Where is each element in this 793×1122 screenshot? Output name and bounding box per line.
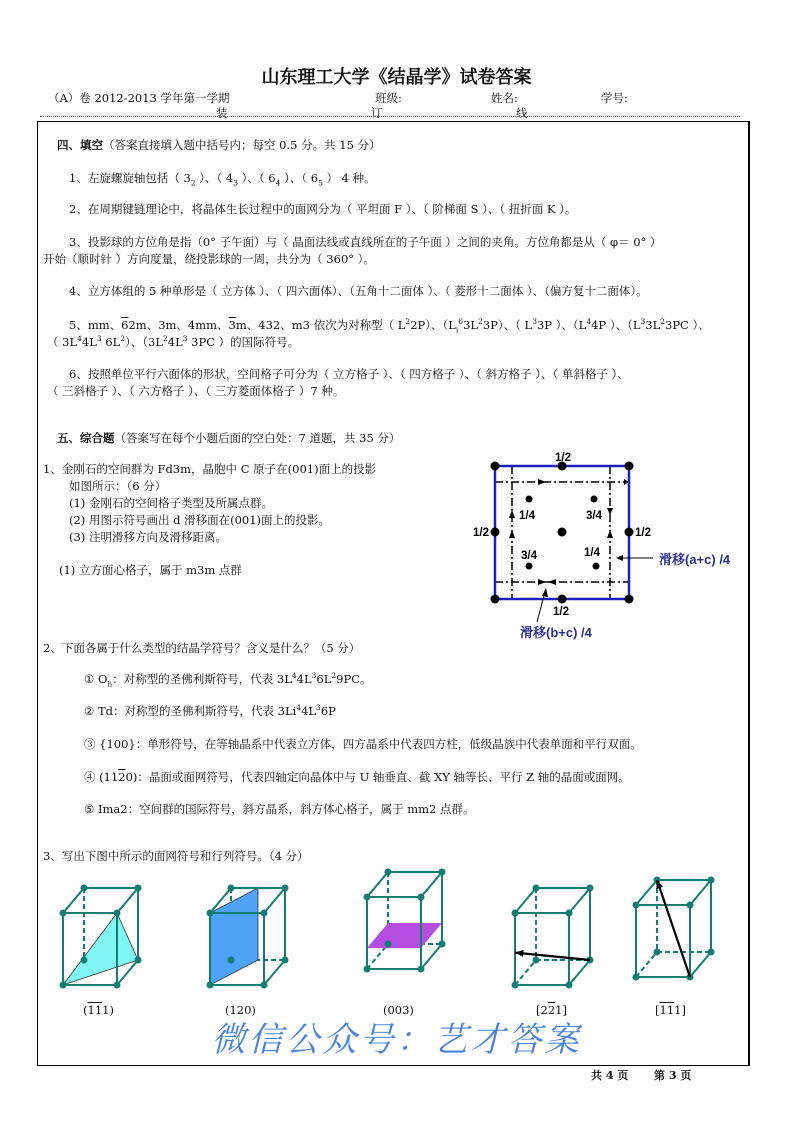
s5-q1-answer: (1) 立方面心格子，属于 m3m 点群 <box>59 563 242 577</box>
text-segment: 3 <box>182 334 188 344</box>
lattice-node <box>135 885 142 892</box>
binding-mark: 订 <box>371 106 383 120</box>
student-id-label: 学号: <box>601 91 628 105</box>
s5-q1-line: 1、金刚石的空间群为 Fd3m，晶胞中 C 原子在(001)面上的投影 <box>43 462 377 476</box>
cube-label <box>383 1003 414 1018</box>
glide-arrows <box>509 479 629 585</box>
cube-edge <box>63 888 84 913</box>
text-segment: 1、左旋螺旋轴包括（ 3 <box>69 171 191 185</box>
text-segment: 2 <box>660 317 665 327</box>
text-segment: （ 三斜格子 ）、（ 六方格子 ）、（ 三方菱面体格子 ）7 种。 <box>47 384 345 398</box>
label-1-4: 1/4 <box>584 547 600 559</box>
s5-q1-line: (2) 用图示符号画出 d 滑移面在(001)面上的投影。 <box>69 513 331 527</box>
text-segment: 4P ）、（L <box>591 318 641 332</box>
text-segment: 4 <box>77 334 82 344</box>
text-segment: ③ {100}：单形符号，在等轴晶系中代表立方体，四方晶系中代表四方柱，低级晶族中代表单面和平行双面。 <box>84 737 642 751</box>
text-segment: 3P ）、（L <box>536 318 587 332</box>
text-segment: [ <box>655 1003 660 1017</box>
lattice-node <box>261 910 268 917</box>
cube-edge <box>264 960 285 985</box>
text-segment: 3 <box>316 703 321 713</box>
lattice-node <box>512 982 519 989</box>
cube-4 <box>512 885 594 989</box>
text-segment: 2 <box>405 317 411 327</box>
lattice-node <box>654 949 661 956</box>
lattice-node <box>60 910 67 917</box>
text-segment: 4 <box>586 317 592 327</box>
section5-heading: 五、综合题 <box>57 431 115 445</box>
cube-label <box>536 1003 567 1018</box>
s5-q2-item <box>84 802 475 817</box>
direction-vector <box>515 953 590 960</box>
lattice-node <box>533 885 540 892</box>
section5-note: （答案写在每个小题后面的空白处：7 道题，共 35 分） <box>114 431 401 445</box>
cube-edge <box>421 944 442 969</box>
text-segment: 0)：晶面或面网符号，代表四轴定向晶体中与 U 轴垂直、截 XY 轴等长、平行 Z 轴的晶面或面网。 <box>125 770 630 784</box>
cube-label <box>225 1003 256 1018</box>
lattice-node <box>587 885 594 892</box>
page-total: 共 4 页 <box>591 1069 629 1082</box>
text-segment: 4 <box>296 703 302 713</box>
text-segment: 6L <box>316 672 332 686</box>
text-segment: 3 <box>311 671 317 681</box>
lattice-node <box>708 877 715 884</box>
lattice-plane <box>210 888 258 985</box>
lattice-node <box>60 982 67 989</box>
lattice-node <box>114 982 121 989</box>
s5-q3-heading: 3、写出下图中所示的面网符号和行列符号。（4 分） <box>43 849 309 863</box>
text-segment: 4L <box>301 704 317 718</box>
hidden-edge <box>515 960 536 985</box>
lattice-node <box>633 974 640 981</box>
text-segment: 6 <box>121 318 129 332</box>
lattice-node <box>228 957 235 964</box>
text-segment: (120) <box>225 1003 256 1017</box>
class-label: 班级: <box>375 91 402 105</box>
lattice-node <box>364 966 371 973</box>
text-segment: 6、按照单位平行六面体的形状，空间格子可分为（ 立方格子 ）、（ 四方格子 ）、（ 斜方格子 ）、（ 单斜格子 ）、 <box>69 367 629 381</box>
text-segment: ）、（ 4 <box>195 171 234 185</box>
text-segment: 2 <box>478 317 483 327</box>
label-bottom: 1/2 <box>553 606 569 618</box>
s5-q2-item <box>84 770 630 785</box>
cube-edge <box>636 880 657 905</box>
text-segment: 5、mm、 <box>69 318 122 332</box>
text-segment: 1] <box>555 1003 567 1017</box>
lattice-node <box>81 957 88 964</box>
page-title: 山东理工大学《结晶学》试卷答案 <box>261 67 532 88</box>
text-segment: 3 <box>640 317 646 327</box>
text-segment: 1 <box>87 1003 95 1017</box>
s5-q2-item <box>84 737 642 752</box>
text-segment: 3PC ）的国际符号。 <box>187 335 300 349</box>
name-label: 姓名: <box>491 91 518 105</box>
lattice-node <box>282 885 289 892</box>
watermark: 微信公众号：艺才答案 <box>211 1020 582 1060</box>
cube-edge <box>690 880 711 905</box>
text-segment: 3L <box>645 318 661 332</box>
cube-label <box>655 1003 686 1018</box>
text-segment: 2 <box>190 178 196 188</box>
text-segment: 6 <box>458 317 464 327</box>
cube-edge <box>515 888 536 913</box>
lattice-node <box>708 949 715 956</box>
text-segment: 9PC。 <box>336 672 372 686</box>
text-segment: 1 <box>94 1003 103 1017</box>
glide-ac-label: 滑移(a+c) /4 <box>659 552 731 567</box>
text-segment: 4L <box>296 672 312 686</box>
cube-5 <box>633 877 715 981</box>
text-segment: ） 4 种。 <box>322 171 376 185</box>
text-segment: 5 <box>318 178 323 188</box>
lattice-node <box>228 885 235 892</box>
label-top: 1/2 <box>555 452 571 464</box>
text-segment: ：对称型的圣佛利斯符号，代表 3L <box>112 672 292 686</box>
text-segment: 3 <box>228 318 236 332</box>
lattice-node <box>385 869 392 876</box>
text-segment: ）、（ 6 <box>280 171 319 185</box>
lattice-node <box>135 957 142 964</box>
text-segment: 2P）、（L <box>410 318 456 332</box>
text-segment: 6P <box>320 704 336 718</box>
lattice-node <box>207 982 214 989</box>
text-segment: 2m、3m、4mm、 <box>128 318 229 332</box>
s5-q1-line: (3) 注明滑移方向及滑移距离。 <box>69 530 227 544</box>
cube-edge <box>569 960 590 985</box>
text-segment: 4 <box>291 671 297 681</box>
text-segment: 4、立方体组的 5 种单形是（ 立方体 ）、（ 四六面体）、（五角十二面体 ）、（ 菱形十二面体 ）、（偏方复十二面体）。 <box>69 284 648 298</box>
s5-q2-item <box>84 672 372 687</box>
cube-2 <box>207 885 289 989</box>
text-segment: 4 <box>275 178 281 188</box>
text-segment: 2 <box>162 334 168 344</box>
cube-edge <box>117 888 138 913</box>
lattice-node <box>439 869 446 876</box>
text-segment: 2 <box>120 334 126 344</box>
text-segment: ⑤ Ima2：空间群的国际符号，斜方晶系，斜方体心格子，属于 mm2 点群。 <box>84 802 475 816</box>
pointer-arrow <box>537 592 545 622</box>
lattice-node <box>261 982 268 989</box>
text-segment: 4L <box>167 335 183 349</box>
cube-label <box>83 1003 114 1018</box>
text-segment: 1 <box>659 1003 667 1017</box>
lattice-node <box>114 910 121 917</box>
cube-edge <box>569 888 590 913</box>
text-segment: 3 <box>233 178 238 188</box>
direction-vector <box>657 880 690 977</box>
exam-info: （A）卷 2012-2013 学年第一学期 <box>48 91 230 105</box>
label-right: 1/2 <box>635 527 651 539</box>
text-segment: 3L <box>463 318 479 332</box>
text-segment: i <box>455 325 459 335</box>
lattice-node <box>566 910 573 917</box>
label-3-4: 3/4 <box>586 510 602 522</box>
label-1-4: 1/4 <box>519 510 535 522</box>
glide-bc-label: 滑移(b+c) /4 <box>520 625 592 640</box>
lattice-node <box>687 902 694 909</box>
arrow-head-icon <box>616 555 623 561</box>
text-segment: 2 <box>547 1003 556 1017</box>
label-left: 1/2 <box>473 527 489 539</box>
lattice-node <box>566 982 573 989</box>
lattice-node <box>633 902 640 909</box>
lattice-node <box>418 966 425 973</box>
lattice-node <box>81 885 88 892</box>
text-segment: ① O <box>84 672 108 686</box>
text-segment: ）、（ 6 <box>238 171 276 185</box>
lattice-node <box>512 910 519 917</box>
text-segment: ( <box>83 1003 88 1017</box>
text-segment: 4L <box>81 335 97 349</box>
section4-note: （答案直接填入题中括号内；每空 0.5 分。共 15 分） <box>103 138 381 152</box>
text-segment: (003) <box>383 1003 414 1017</box>
text-segment: ④ (11 <box>84 770 119 784</box>
text-segment: 3P）、（ L <box>482 318 533 332</box>
text-segment: 1 <box>666 1003 675 1017</box>
s5-q1-line: 如图所示：（6 分） <box>69 479 167 493</box>
text-segment: [2 <box>536 1003 548 1017</box>
cube-figures <box>60 869 715 989</box>
text-segment: 2 <box>331 671 337 681</box>
text-segment: 3、投影球的方位角是指（0° 子午面）与（ 晶面法线或直线所在的子午面 ）之间的夹角。方位角都是从（ φ＝ 0° ） <box>69 235 662 249</box>
cube-edge <box>421 872 442 897</box>
cube-3 <box>364 869 446 973</box>
text-segment: 3 <box>96 334 102 344</box>
s5-q1-line: (1) 金刚石的空间格子类型及所属点群。 <box>69 496 273 510</box>
cube-edge <box>264 888 285 913</box>
text-segment: ② Td：对称型的圣佛利斯符号，代表 3Li <box>84 704 297 718</box>
text-segment: （ 3L <box>47 335 78 349</box>
text-segment: 2、在周期键链理论中，将晶体生长过程中的面网分为（ 平坦面 F ）、（ 阶梯面 S ）、（ 扭折面 K ）。 <box>69 202 577 216</box>
hidden-edge <box>636 952 657 977</box>
lattice-node <box>385 941 392 948</box>
binding-mark: 装 <box>216 106 228 120</box>
arrow-head-icon <box>542 588 548 597</box>
text-segment: 6L <box>101 335 121 349</box>
lattice-node <box>282 957 289 964</box>
cube-1 <box>60 885 142 989</box>
label-3-4: 3/4 <box>521 550 537 562</box>
text-segment: 1] <box>674 1003 686 1017</box>
cube-edge <box>690 952 711 977</box>
text-segment: 2 <box>118 770 126 784</box>
text-segment: 3PC ）、 <box>665 318 710 332</box>
text-segment: h <box>107 679 113 689</box>
page-number: 第 3 页 <box>654 1069 692 1082</box>
text-segment: ）、（3L <box>125 335 163 349</box>
s5-q2-heading: 2、下面各属于什么类型的结晶学符号？含义是什么？（5 分） <box>43 641 361 655</box>
text-segment: 3 <box>532 317 537 327</box>
s5-q2-item <box>84 704 336 719</box>
text-segment: 1) <box>102 1003 114 1017</box>
text-segment: m、432、m3 依次为对称型（ L <box>235 318 406 332</box>
lattice-node <box>439 941 446 948</box>
binding-mark: 线 <box>516 106 528 120</box>
text-segment: 开始（顺时针 ）方向度量，绕投影球的一周，共分为（ 360° ）。 <box>43 252 375 266</box>
lattice-node <box>418 894 425 901</box>
cube-edge <box>367 872 388 897</box>
lattice-node <box>364 894 371 901</box>
section4-heading: 四、填空 <box>57 138 103 152</box>
lattice-node <box>207 910 214 917</box>
lattice-node <box>533 957 540 964</box>
